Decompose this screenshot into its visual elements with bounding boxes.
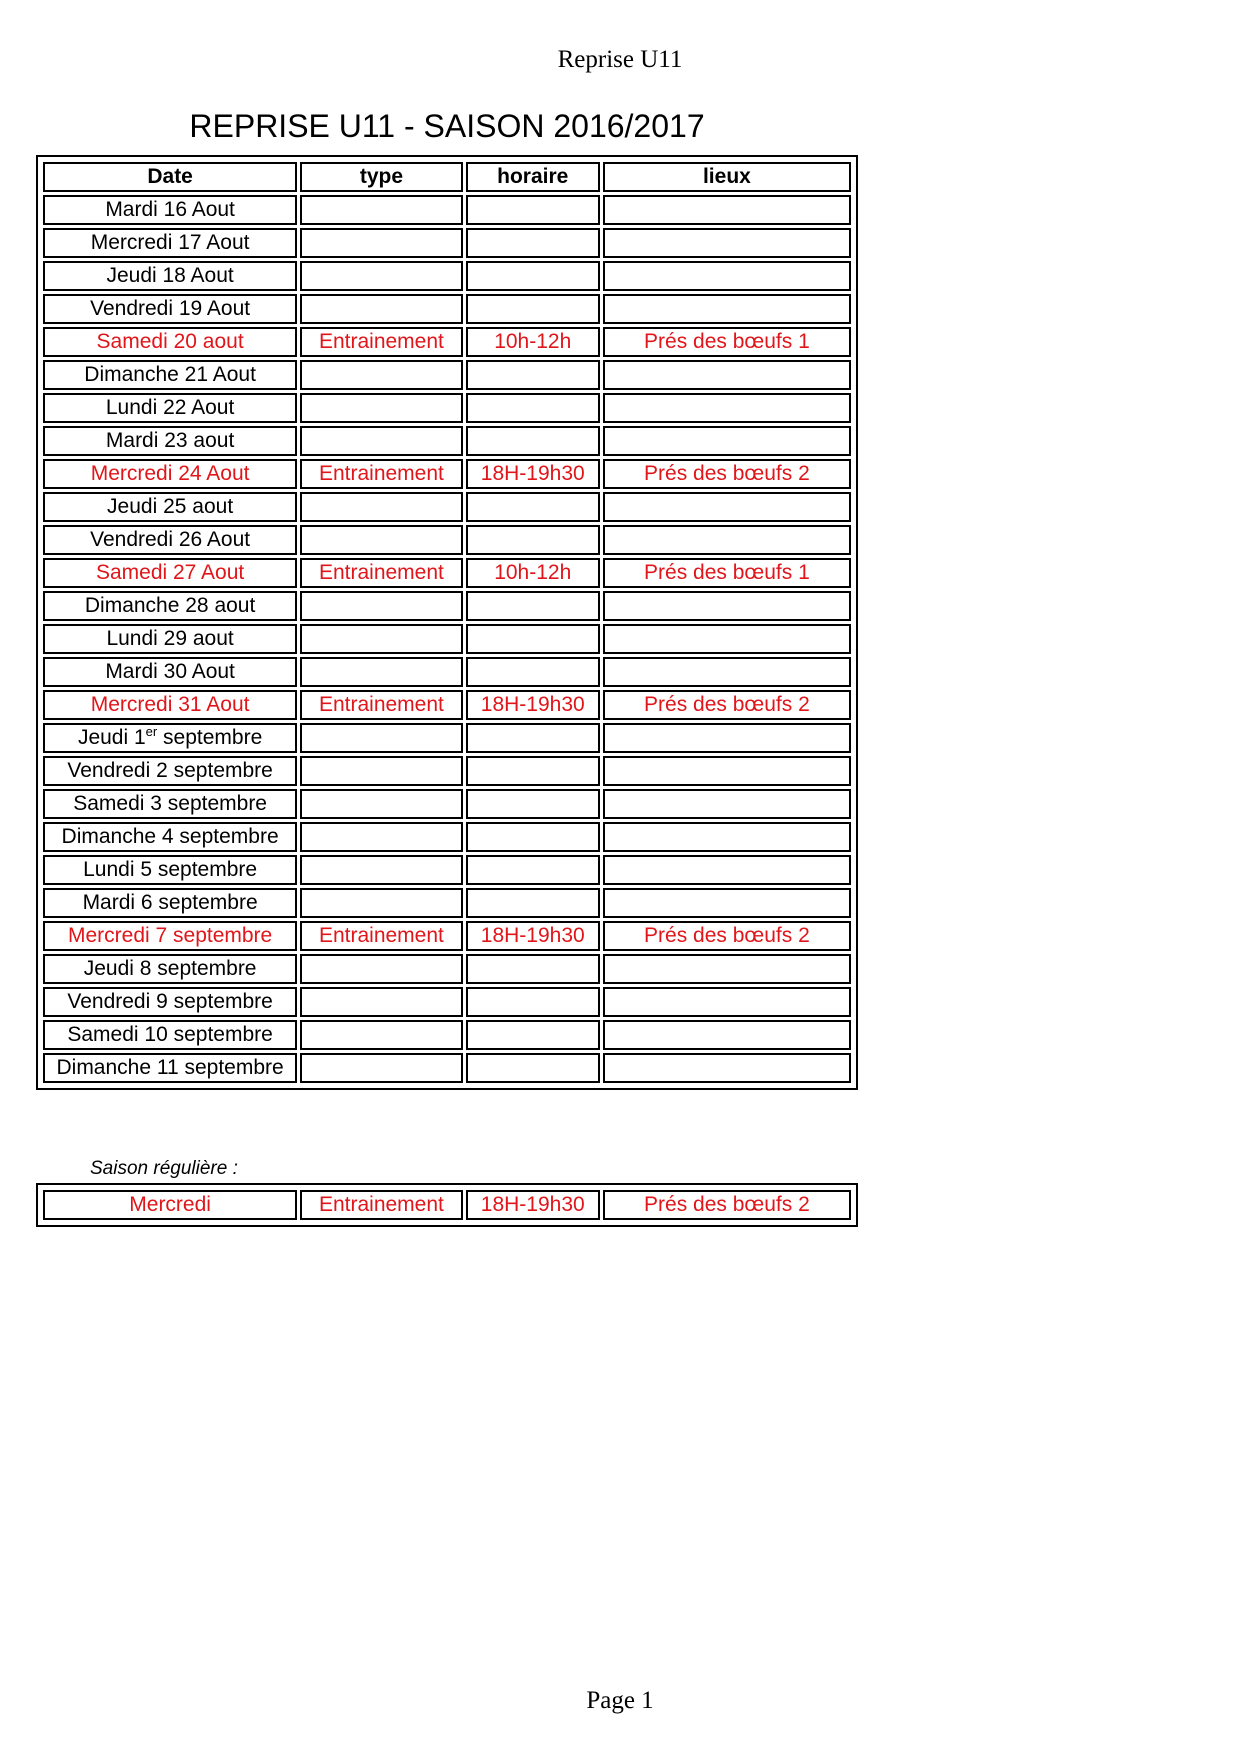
cell-horaire bbox=[466, 393, 600, 423]
cell-type bbox=[300, 360, 462, 390]
cell-date-text: Jeudi 18 Aout bbox=[106, 264, 234, 287]
cell-horaire bbox=[466, 195, 600, 225]
cell-type: Entrainement bbox=[300, 459, 462, 489]
table-row bbox=[43, 855, 851, 885]
cell-horaire: 18H-19h30 bbox=[466, 690, 600, 720]
regular-season-horaire: 18H-19h30 bbox=[466, 1190, 600, 1220]
cell-date bbox=[43, 195, 297, 225]
cell-date-text: Mercredi 7 septembre bbox=[67, 924, 273, 947]
cell-date-text: Samedi 3 septembre bbox=[73, 792, 267, 815]
cell-date-text: Dimanche 21 Aout bbox=[84, 363, 256, 386]
cell-date bbox=[43, 525, 297, 555]
cell-horaire: 10h-12h bbox=[466, 327, 600, 357]
cell-date bbox=[43, 822, 297, 852]
schedule-body bbox=[43, 195, 851, 1083]
cell-date-text: Vendredi 19 Aout bbox=[90, 297, 251, 320]
cell-lieux bbox=[603, 591, 851, 621]
cell-date bbox=[43, 360, 297, 390]
cell-date-text: Jeudi 25 aout bbox=[107, 495, 234, 518]
cell-date bbox=[43, 393, 297, 423]
cell-date bbox=[43, 723, 297, 753]
cell-horaire bbox=[466, 723, 600, 753]
cell-type bbox=[300, 855, 462, 885]
table-row bbox=[43, 393, 851, 423]
table-row bbox=[43, 459, 851, 489]
cell-type bbox=[300, 822, 462, 852]
cell-date bbox=[43, 1053, 297, 1083]
cell-lieux bbox=[603, 525, 851, 555]
table-row bbox=[43, 921, 851, 951]
cell-date-text: Mardi 6 septembre bbox=[82, 891, 258, 914]
cell-date-text: Samedi 20 aout bbox=[96, 330, 244, 353]
cell-lieux bbox=[603, 657, 851, 687]
cell-date bbox=[43, 459, 297, 489]
cell-date-text: Dimanche 4 septembre bbox=[61, 825, 279, 848]
table-row bbox=[43, 591, 851, 621]
table-row bbox=[43, 789, 851, 819]
cell-lieux: Prés des bœufs 1 bbox=[603, 558, 851, 588]
cell-type bbox=[300, 756, 462, 786]
cell-lieux bbox=[603, 855, 851, 885]
cell-type bbox=[300, 261, 462, 291]
cell-lieux bbox=[603, 492, 851, 522]
cell-horaire bbox=[466, 261, 600, 291]
cell-date-text: Mercredi 31 Aout bbox=[90, 693, 250, 716]
table-row bbox=[43, 822, 851, 852]
cell-date-text: Dimanche 11 septembre bbox=[56, 1056, 284, 1079]
column-header-type: type bbox=[300, 162, 462, 192]
cell-type bbox=[300, 393, 462, 423]
table-row bbox=[43, 525, 851, 555]
cell-date-text: Samedi 27 Aout bbox=[95, 561, 245, 584]
page-number: Page 1 bbox=[586, 1687, 654, 1714]
cell-lieux bbox=[603, 228, 851, 258]
cell-lieux bbox=[603, 393, 851, 423]
cell-type bbox=[300, 525, 462, 555]
cell-date-text: Dimanche 28 aout bbox=[84, 594, 256, 617]
cell-type bbox=[300, 888, 462, 918]
cell-lieux bbox=[603, 426, 851, 456]
table-header-row bbox=[43, 162, 851, 192]
cell-date-text: Mardi 16 Aout bbox=[105, 198, 235, 221]
cell-horaire bbox=[466, 954, 600, 984]
cell-type bbox=[300, 591, 462, 621]
cell-horaire bbox=[466, 360, 600, 390]
cell-lieux bbox=[603, 261, 851, 291]
cell-date-suffix: septembre bbox=[157, 726, 263, 749]
cell-horaire bbox=[466, 624, 600, 654]
cell-date-text: Mercredi 24 Aout bbox=[90, 462, 250, 485]
cell-date bbox=[43, 591, 297, 621]
cell-lieux bbox=[603, 789, 851, 819]
cell-date-text: Lundi 22 Aout bbox=[105, 396, 235, 419]
cell-date bbox=[43, 327, 297, 357]
column-header-date: Date bbox=[43, 162, 297, 192]
table-row bbox=[43, 294, 851, 324]
cell-type: Entrainement bbox=[300, 327, 462, 357]
cell-type: Entrainement bbox=[300, 558, 462, 588]
cell-lieux bbox=[603, 360, 851, 390]
cell-type bbox=[300, 294, 462, 324]
cell-date bbox=[43, 1020, 297, 1050]
cell-date-text: Lundi 5 septembre bbox=[83, 858, 258, 881]
cell-lieux bbox=[603, 1053, 851, 1083]
regular-season-type: Entrainement bbox=[300, 1190, 462, 1220]
page-title: REPRISE U11 - SAISON 2016/2017 bbox=[189, 108, 705, 144]
table-row bbox=[43, 228, 851, 258]
cell-horaire: 18H-19h30 bbox=[466, 459, 600, 489]
cell-horaire bbox=[466, 228, 600, 258]
cell-horaire bbox=[466, 1020, 600, 1050]
cell-horaire bbox=[466, 888, 600, 918]
running-header-text: Reprise U11 bbox=[557, 46, 683, 73]
table-row bbox=[43, 987, 851, 1017]
cell-date-text: Samedi 10 septembre bbox=[67, 1023, 273, 1046]
regular-season-date: Mercredi bbox=[43, 1190, 297, 1220]
cell-type bbox=[300, 987, 462, 1017]
cell-horaire bbox=[466, 789, 600, 819]
cell-horaire bbox=[466, 492, 600, 522]
cell-lieux bbox=[603, 624, 851, 654]
cell-horaire: 10h-12h bbox=[466, 558, 600, 588]
cell-type bbox=[300, 624, 462, 654]
cell-date bbox=[43, 228, 297, 258]
cell-lieux: Prés des bœufs 1 bbox=[603, 327, 851, 357]
regular-season-row bbox=[43, 1190, 851, 1220]
table-row bbox=[43, 261, 851, 291]
regular-season-label: Saison régulière : bbox=[90, 1158, 238, 1179]
cell-lieux bbox=[603, 723, 851, 753]
column-header-lieux: lieux bbox=[603, 162, 851, 192]
cell-date bbox=[43, 756, 297, 786]
column-header-horaire: horaire bbox=[466, 162, 600, 192]
cell-date bbox=[43, 261, 297, 291]
table-row bbox=[43, 888, 851, 918]
table-row bbox=[43, 657, 851, 687]
cell-horaire bbox=[466, 822, 600, 852]
cell-type bbox=[300, 1020, 462, 1050]
schedule-table bbox=[40, 159, 854, 1086]
cell-lieux bbox=[603, 756, 851, 786]
cell-horaire bbox=[466, 1053, 600, 1083]
cell-horaire bbox=[466, 294, 600, 324]
running-header bbox=[0, 46, 1240, 74]
cell-lieux bbox=[603, 822, 851, 852]
cell-date bbox=[43, 690, 297, 720]
table-row bbox=[43, 954, 851, 984]
cell-date bbox=[43, 492, 297, 522]
schedule-table-frame bbox=[36, 155, 858, 1090]
table-row bbox=[43, 195, 851, 225]
cell-date bbox=[43, 987, 297, 1017]
cell-date-text: Vendredi 26 Aout bbox=[90, 528, 251, 551]
table-row bbox=[43, 624, 851, 654]
cell-date bbox=[43, 921, 297, 951]
table-row bbox=[43, 690, 851, 720]
cell-type bbox=[300, 492, 462, 522]
cell-date-text: Lundi 29 aout bbox=[106, 627, 234, 650]
cell-date bbox=[43, 888, 297, 918]
cell-date bbox=[43, 954, 297, 984]
regular-season-lieux: Prés des bœufs 2 bbox=[603, 1190, 851, 1220]
table-row bbox=[43, 558, 851, 588]
table-row bbox=[43, 1020, 851, 1050]
regular-season-table bbox=[40, 1187, 854, 1223]
cell-date-text: Vendredi 2 septembre bbox=[67, 759, 273, 782]
cell-horaire bbox=[466, 756, 600, 786]
table-row bbox=[43, 360, 851, 390]
cell-date bbox=[43, 558, 297, 588]
cell-date bbox=[43, 426, 297, 456]
cell-date-text: Mardi 30 Aout bbox=[105, 660, 235, 683]
cell-lieux: Prés des bœufs 2 bbox=[603, 459, 851, 489]
cell-type bbox=[300, 228, 462, 258]
cell-type bbox=[300, 1053, 462, 1083]
cell-date bbox=[43, 855, 297, 885]
cell-type: Entrainement bbox=[300, 690, 462, 720]
cell-horaire bbox=[466, 855, 600, 885]
cell-lieux bbox=[603, 195, 851, 225]
table-row bbox=[43, 426, 851, 456]
cell-horaire bbox=[466, 591, 600, 621]
cell-lieux: Prés des bœufs 2 bbox=[603, 921, 851, 951]
table-row bbox=[43, 492, 851, 522]
cell-type bbox=[300, 954, 462, 984]
table-row bbox=[43, 1053, 851, 1083]
cell-lieux bbox=[603, 1020, 851, 1050]
table-row bbox=[43, 723, 851, 753]
cell-type bbox=[300, 723, 462, 753]
cell-date-text: Mardi 23 aout bbox=[105, 429, 235, 452]
cell-horaire bbox=[466, 657, 600, 687]
cell-lieux bbox=[603, 888, 851, 918]
cell-date bbox=[43, 657, 297, 687]
cell-date-text: Jeudi 8 septembre bbox=[83, 957, 257, 980]
regular-season-table-frame bbox=[36, 1183, 858, 1227]
cell-horaire bbox=[466, 987, 600, 1017]
table-row bbox=[43, 327, 851, 357]
cell-date-text: Jeudi 1 bbox=[77, 726, 146, 749]
cell-horaire bbox=[466, 525, 600, 555]
cell-lieux: Prés des bœufs 2 bbox=[603, 690, 851, 720]
cell-date bbox=[43, 624, 297, 654]
cell-date-text: Mercredi 17 Aout bbox=[90, 231, 250, 254]
cell-type bbox=[300, 789, 462, 819]
cell-lieux bbox=[603, 294, 851, 324]
cell-date-text: Vendredi 9 septembre bbox=[67, 990, 273, 1013]
cell-type: Entrainement bbox=[300, 921, 462, 951]
cell-horaire: 18H-19h30 bbox=[466, 921, 600, 951]
cell-lieux bbox=[603, 987, 851, 1017]
cell-date-superscript: er bbox=[145, 724, 158, 739]
cell-lieux bbox=[603, 954, 851, 984]
cell-date bbox=[43, 294, 297, 324]
cell-horaire bbox=[466, 426, 600, 456]
cell-type bbox=[300, 426, 462, 456]
cell-type bbox=[300, 657, 462, 687]
cell-date bbox=[43, 789, 297, 819]
table-row bbox=[43, 756, 851, 786]
cell-type bbox=[300, 195, 462, 225]
